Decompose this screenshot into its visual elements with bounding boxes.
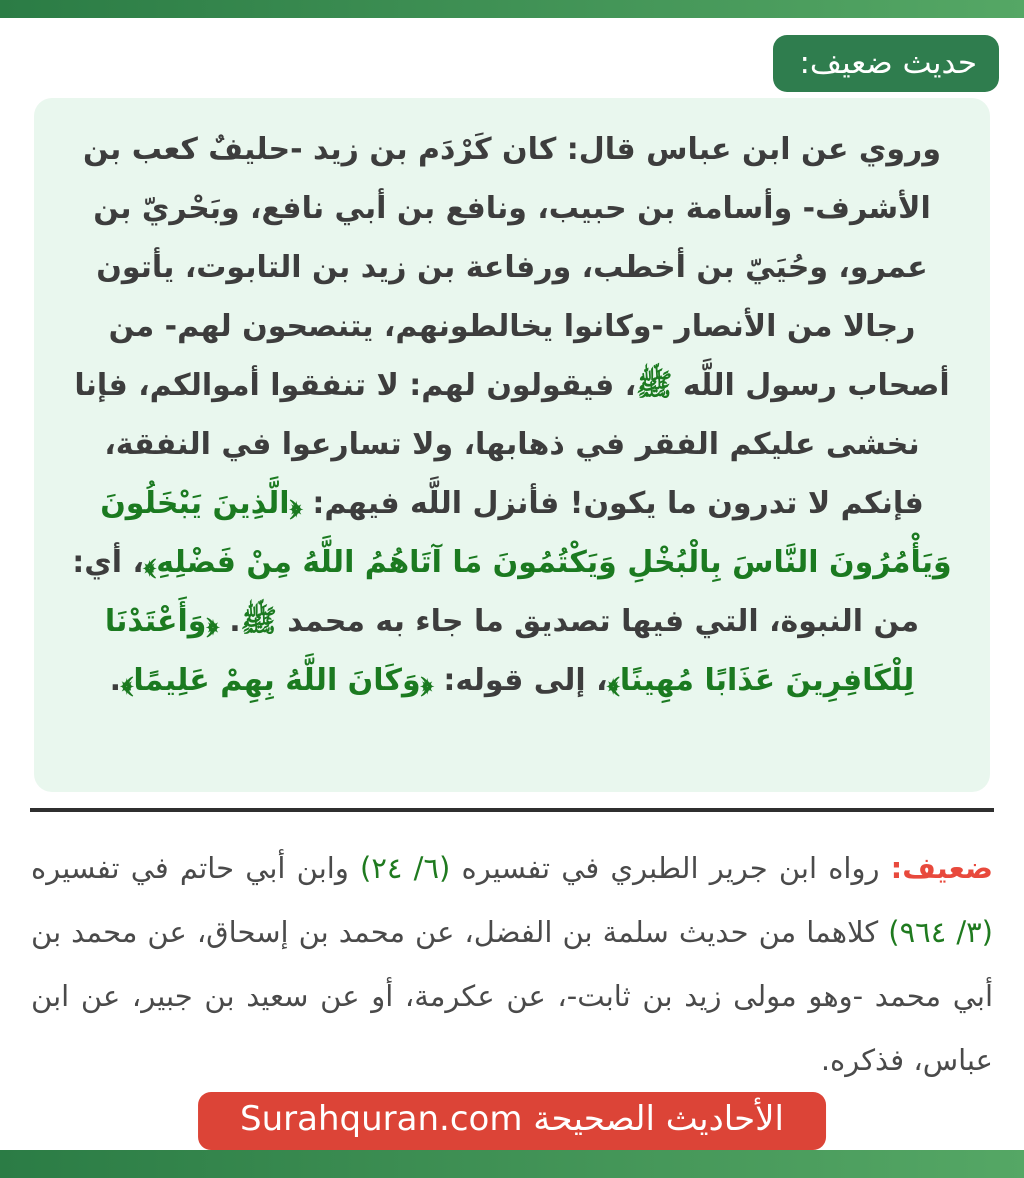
text-segment: ﴿الَّذِينَ يَبْخَلُونَ وَيَأْمُرُونَ النَّاسَ بِالْبُخْلِ وَيَكْتُمُونَ مَا آتَاهُمُ اللَّهُ مِنْ فَضْلِهِ﴾ <box>100 486 952 580</box>
takhrij-paragraph <box>31 836 993 1092</box>
text-segment: ﴿وَكَانَ اللَّهُ بِهِمْ عَلِيمًا﴾ <box>121 663 433 698</box>
text-segment: ﴿وَأَعْتَدْنَا لِلْكَافِرِينَ عَذَابًا مُهِينًا﴾ <box>104 604 915 698</box>
text-segment: ضعيف: <box>890 851 993 885</box>
text-segment: (٣/ ٩٦٤) <box>888 915 993 949</box>
text-segment: ﷺ <box>636 368 673 403</box>
text-segment: (٦/ ٢٤) <box>360 851 451 885</box>
top-accent-bar <box>0 0 1024 18</box>
text-segment: . <box>109 663 122 698</box>
text-segment: رواه ابن جرير الطبري في تفسيره <box>450 851 891 885</box>
text-segment: . <box>218 604 241 639</box>
surahquran-site-button[interactable]: الأحاديث الصحيحة Surahquran.com <box>198 1092 826 1150</box>
text-segment: وروي عن ابن عباس قال: كان كَرْدَم بن زيد -حليفٌ كعب بن الأشرف- وأسامة بن حبيب، ونافع بن أبي نافع، وبَحْريّ بن عمرو، وحُيَيّ بن أخطب، ورفاعة بن زيد بن التابوت، يأتون رجالا من الأنصار -وكانوا يخالطونهم، يتنصحون لهم- من أصحاب رسول اللَّه <box>83 132 950 403</box>
text-segment: كلاهما من حديث سلمة بن الفضل، عن محمد بن إسحاق، عن محمد بن أبي محمد -وهو مولى زيد بن ثابت-، عن عكرمة، أو عن سعيد بن جبير، عن ابن عباس، فذكره. <box>31 915 993 1077</box>
text-segment: وابن أبي حاتم في تفسيره <box>31 851 361 885</box>
text-segment: ، إلى قوله: <box>432 663 608 698</box>
hadith-grade-badge: حديث ضعيف: <box>773 35 999 92</box>
horizontal-divider <box>30 808 994 812</box>
text-segment: ﷺ <box>240 604 277 639</box>
text-segment: ، أي: من النبوة، التي فيها تصديق ما جاء به محمد <box>72 545 920 639</box>
hadith-text-box <box>34 98 990 792</box>
text-segment: ، فيقولون لهم: لا تنفقوا أموالكم، فإنا نخشى عليكم الفقر في ذهابها، ولا تسارعوا في النفقة، فإنكم لا تدرون ما يكون! فأنزل اللَّه فيهم: <box>74 368 924 521</box>
bottom-accent-bar <box>0 1150 1024 1178</box>
